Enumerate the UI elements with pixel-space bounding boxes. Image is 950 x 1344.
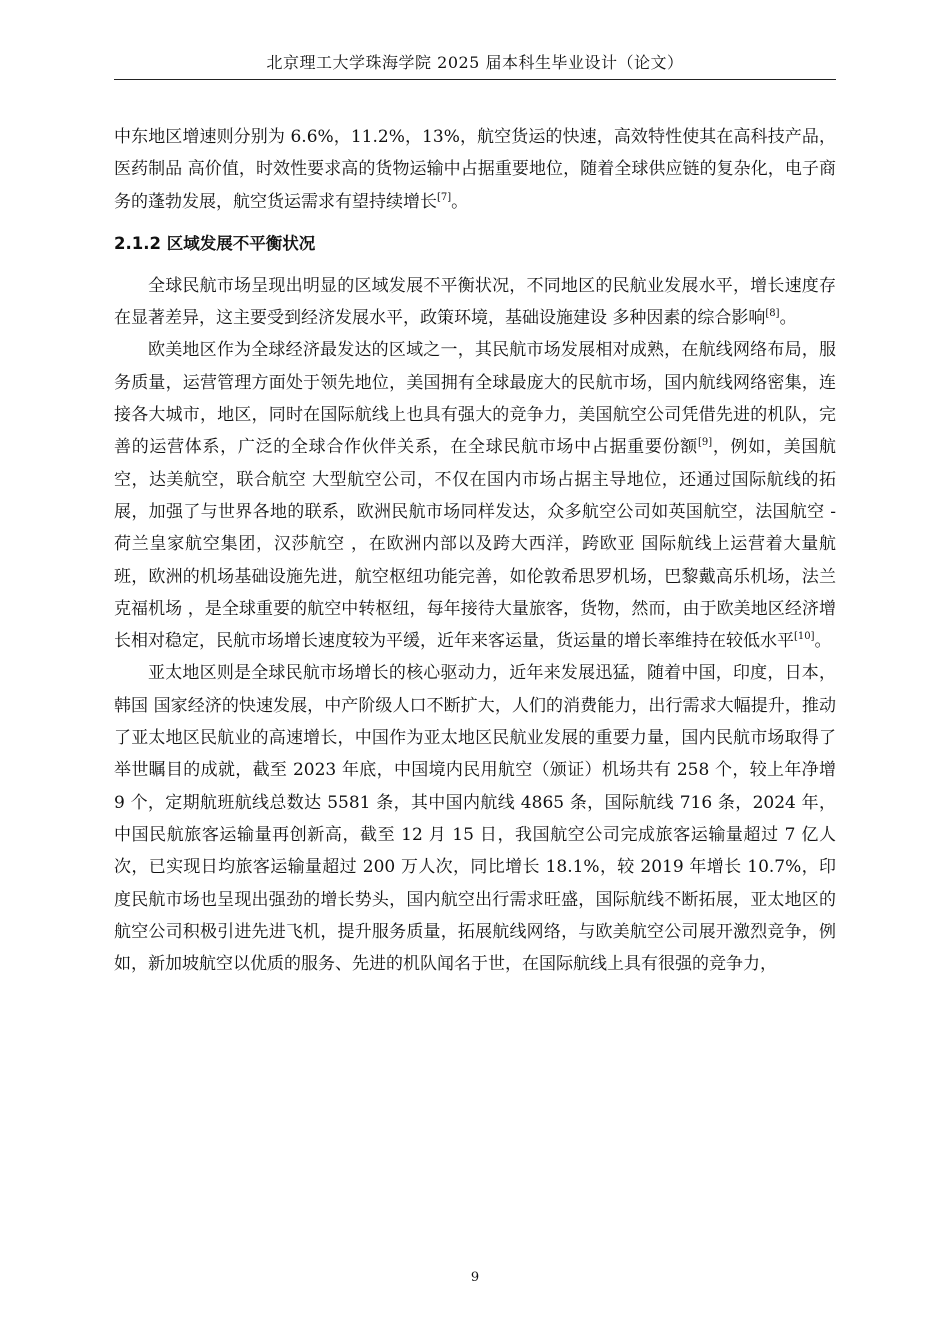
running-header: 北京理工大学珠海学院 2025 届本科生毕业设计（论文） (266, 53, 684, 72)
page-number: 9 (470, 1270, 480, 1285)
paragraph (114, 270, 836, 335)
section-heading: 2.1.2 区域发展不平衡状况 (114, 233, 316, 253)
citation-ref: [10] (794, 631, 815, 643)
paragraph (114, 334, 836, 657)
paragraph-text: 亚太地区则是全球民航市场增长的核心驱动力，近年来发展迅猛，随着中国，印度，日本，韩国 国家经济的快速发展，中产阶级人口不断扩大，人们的消费能力，出行需求大幅提升，推动了亚太地区民航业的高速增长，中国作为亚太地区民航业发展的重要力量，国内民航市场取得了举世瞩目的成就，截至 2023 年底，中国境内民用航空（颁证）机场共有 258 个，较上年净增 9 个，定期航班航线总数达 5581 条，其中国内航线 4865 条，国际航线 716 条，2024 年，中国民航旅客运输量再创新高，截至 12 月 15 日，我国航空公司完成旅客运输量超过 7 亿人次，已实现日均旅客运输量超过 200 万人次，同比增长 18.1%，较 2019 年增长 10.7%，印度民航市场也呈现出强劲的增长势头，国内航空出行需求旺盛，国际航线不断拓展，亚太地区的航空公司积极引进先进飞机，提升服务质量，拓展航线网络，与欧美航空公司展开激烈竞争，例如，新加坡航空以优质的服务、先进的机队闻名于世，在国际航线上具有很强的竞争力， (114, 663, 836, 975)
citation-ref: [9] (697, 437, 713, 449)
paragraph (114, 657, 836, 980)
paragraph-end: 。 (814, 631, 832, 652)
body-text (114, 121, 836, 980)
paragraph-text: ，例如，美国航空，达美航空，联合航空 大型航空公司，不仅在国内市场占据主导地位，还通过国际航线的拓展，加强了与世界各地的联系，欧洲民航市场同样发达，众多航空公司如英国航空，法国航空 - 荷兰皇家航空集团，汉莎航空 ，在欧洲内部以及跨大西洋，跨欧亚 国际航线上运营着大量航班，欧洲的机场基础设施先进，航空枢纽功能完善，如伦敦希思罗机场，巴黎戴高乐机场，法兰克福机场 ，是全球重要的航空中转枢纽，每年接待大量旅客，货物，然而，由于欧美地区经济增长相对稳定，民航市场增长速度较为平缓，近年来客运量，货运量的增长率维持在较低水平 (114, 437, 837, 652)
paragraph-text: 中东地区增速则分别为 6.6%，11.2%，13%，航空货运的快速，高效特性使其在高科技产品，医药制品 高价值，时效性要求高的货物运输中占据重要地位，随着全球供应链的复杂化，电子商务的蓬勃发展，航空货运需求有望持续增长 (114, 127, 836, 212)
paragraph-end: 。 (779, 308, 797, 329)
paragraph-end: 。 (451, 191, 469, 212)
paragraph-text: 全球民航市场呈现出明显的区域发展不平衡状况，不同地区的民航业发展水平，增长速度存在显著差异，这主要受到经济发展水平，政策环境，基础设施建设 多种因素的综合影响 (114, 275, 836, 329)
paragraph-text: 欧美地区作为全球经济最发达的区域之一，其民航市场发展相对成熟，在航线网络布局，服务质量，运营管理方面处于领先地位，美国拥有全球最庞大的民航市场，国内航线网络密集，连接各大城市，地区，同时在国际航线上也具有强大的竞争力，美国航空公司凭借先进的机队，完善的运营体系，广泛的全球合作伙伴关系，在全球民航市场中占据重要份额 (114, 340, 836, 458)
header-divider (114, 79, 836, 80)
citation-ref: [8] (765, 308, 780, 320)
paragraph (114, 121, 836, 218)
citation-ref: [7] (437, 191, 452, 203)
